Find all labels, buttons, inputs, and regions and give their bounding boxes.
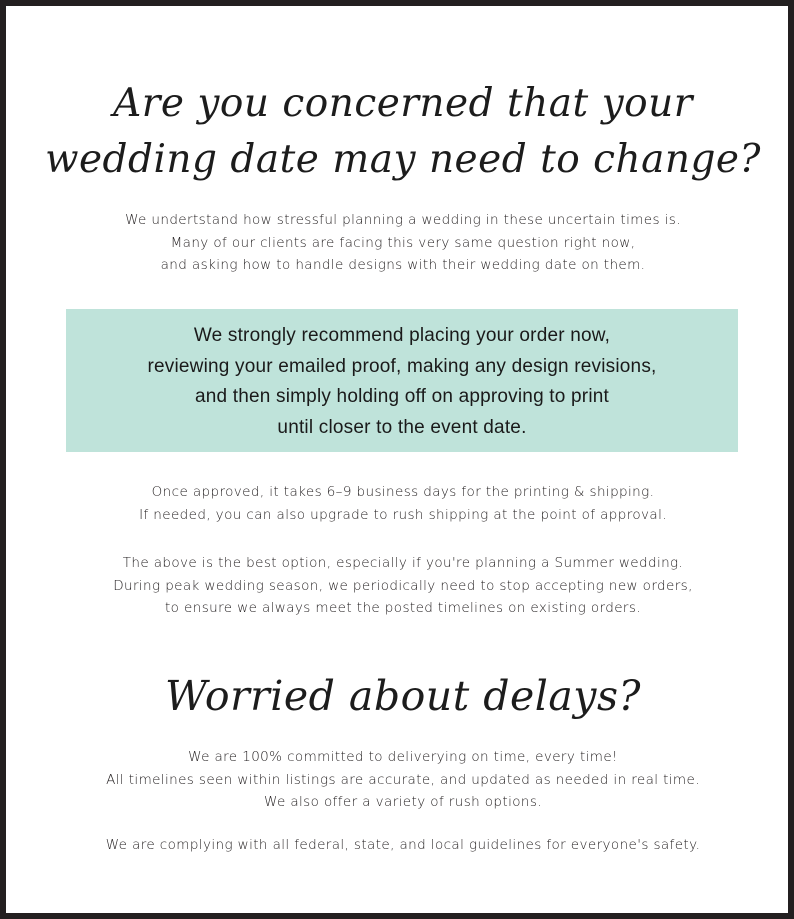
concerned-heading-line-2: wedding date may need to change? — [45, 137, 761, 182]
season-line-2: During peak wedding season, we periodically need to stop accepting new orders, — [113, 577, 693, 594]
season-line-3: to ensure we always meet the posted timelines on existing orders. — [164, 600, 641, 616]
safety-line: We are complying with all federal, state, and local guidelines for everyone's safety. — [105, 837, 701, 853]
approval-line-1: Once approved, it takes 6–9 business days for the printing & shipping. — [151, 484, 655, 500]
recommendation-text — [66, 321, 738, 443]
safety-paragraph — [6, 834, 794, 857]
concerned-heading-line-1: Are you concerned that your — [113, 81, 693, 126]
commitment-line-1: We are 100% committed to deliverying on time, every time! — [188, 749, 618, 765]
recommendation-line-1: We strongly recommend placing your order now, — [193, 325, 611, 346]
season-paragraph — [6, 552, 794, 620]
commitment-line-3: We also offer a variety of rush options. — [264, 794, 542, 810]
season-line-1: The above is the best option, especially if you're planning a Summer wedding. — [122, 555, 684, 571]
intro-paragraph — [6, 209, 794, 277]
commitment-line-2: All timelines seen within listings are accurate, and updated as needed in real time. — [106, 771, 700, 788]
intro-line-3: and asking how to handle designs with their wedding date on them. — [160, 257, 646, 273]
intro-line-1: We undertstand how stressful planning a wedding in these uncertain times is. — [125, 212, 681, 228]
approval-line-2: If needed, you can also upgrade to rush shipping at the point of approval. — [139, 506, 667, 523]
recommendation-box — [66, 309, 738, 452]
recommendation-line-4: until closer to the event date. — [277, 416, 527, 438]
concerned-heading — [6, 76, 794, 188]
delays-heading: Worried about delays? — [165, 672, 641, 720]
recommendation-line-3: and then simply holding off on approving to print — [195, 386, 609, 407]
commitment-paragraph — [6, 746, 794, 814]
intro-line-2: Many of our clients are facing this very same question right now, — [170, 234, 636, 251]
recommendation-line-2: reviewing your emailed proof, making any design revisions, — [147, 355, 657, 377]
approval-paragraph — [6, 481, 794, 526]
